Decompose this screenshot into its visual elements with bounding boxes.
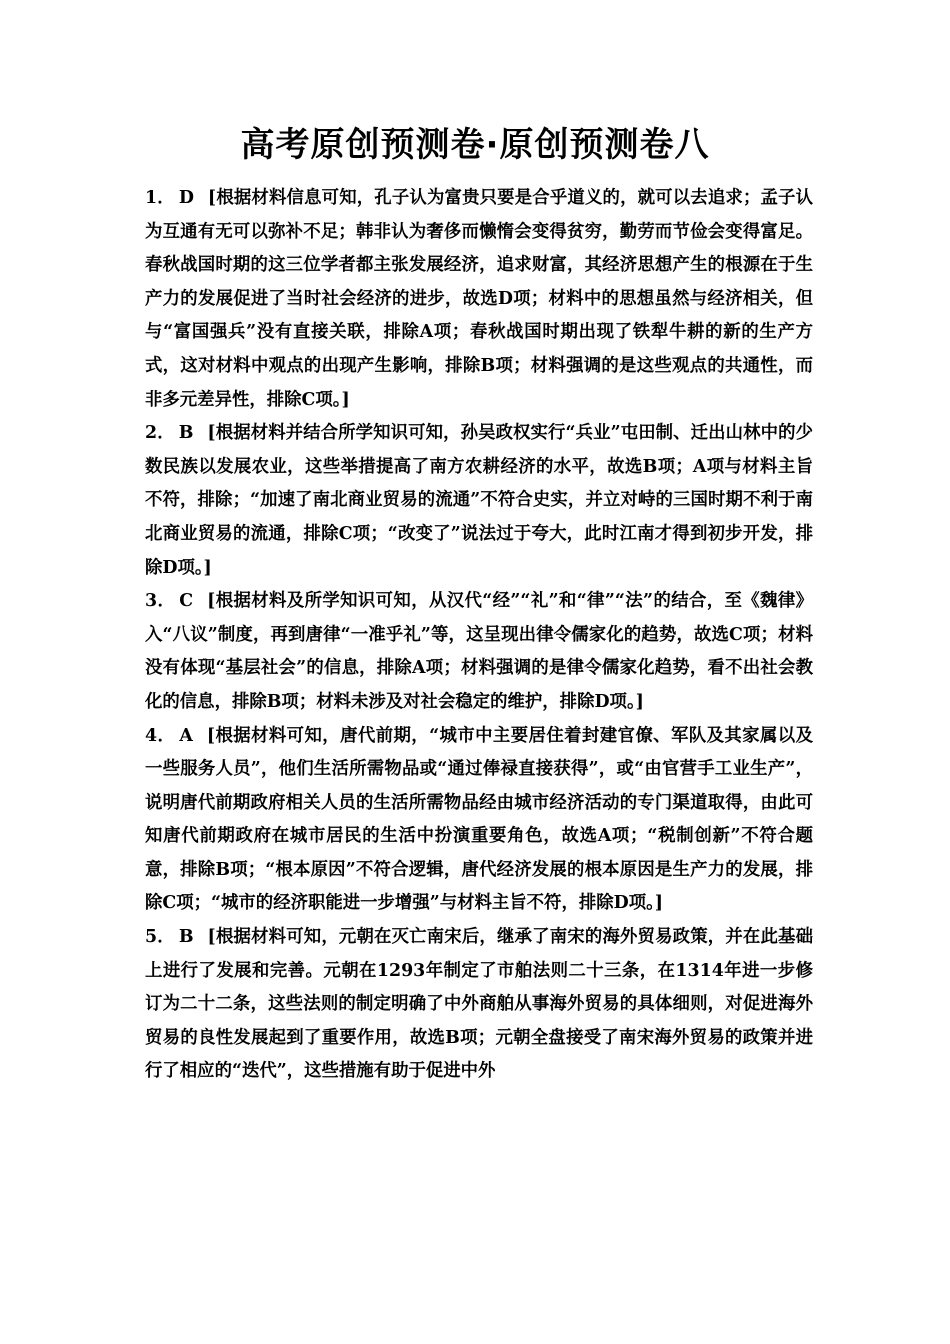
answer-explanation: [根据材料并结合所学知识可知，孙吴政权实行“兵业”屯田制、迁出山林中的少数民族以发展农业，这些举措提高了南方农耕经济的水平，故选B项；A项与材料主旨不符，排除；“加速了南北商业贸易的流通”不符合史实，并立对峙的三国时期不利于南北商业贸易的流通，排除C项；“改变了”说法过于夸大，此时江南才得到初步开发，排除D项。] bbox=[145, 423, 813, 578]
answer-number: 1． bbox=[145, 188, 175, 208]
answer-choice: B bbox=[178, 927, 194, 948]
page-title: 高考原创预测卷·原创预测卷八 bbox=[240, 125, 710, 165]
answer-explanation: [根据材料信息可知，孔子认为富贵只要是合乎道义的，就可以去追求；孟子认为互通有无可以弥补不足；韩非认为奢侈而懒惰会变得贫穷，勤劳而节俭会变得富足。春秋战国时期的这三位学者都主张发展经济，追求财富，其经济思想产生的根源在于生产力的发展促进了当时社会经济的进步，故选D项；材料中的思想虽然与经济相关，但与“富国强兵”没有直接关联，排除A项；春秋战国时期出现了铁犁牛耕的新的生产方式，这对材料中观点的出现产生影响，排除B项；材料强调的是这些观点的共通性，而非多元差异性，排除C项。] bbox=[145, 188, 813, 410]
answer-list bbox=[145, 182, 813, 1089]
answer-item-4 bbox=[145, 720, 813, 922]
answer-item-5 bbox=[145, 921, 813, 1089]
answer-choice: B bbox=[178, 423, 194, 444]
answer-number: 5． bbox=[145, 927, 175, 948]
answer-explanation: [根据材料可知，元朝在灭亡南宋后，继承了南宋的海外贸易政策，并在此基础上进行了发展和完善。元朝在1293年制定了市舶法则二十三条，在1314年进一步修订为二十二条，这些法则的制定明确了中外商舶从事海外贸易的具体细则，对促进海外贸易的良性发展起到了重要作用，故选B项；元朝全盘接受了南宋海外贸易的政策并进行了相应的“迭代”，这些措施有助于促进中外 bbox=[145, 927, 813, 1082]
answer-choice: C bbox=[179, 591, 194, 612]
answer-number: 3． bbox=[145, 591, 176, 612]
answer-item-3 bbox=[145, 585, 813, 719]
answer-number: 2． bbox=[145, 423, 175, 444]
answer-explanation: [根据材料可知，唐代前期，“城市中主要居住着封建官僚、军队及其家属以及一些服务人员”，他们生活所需物品或“通过俸禄直接获得”，或“由官营手工业生产”，说明唐代前期政府相关人员的生活所需物品经由城市经济活动的专门渠道取得，由此可知唐代前期政府在城市居民的生活中扮演重要角色，故选A项；“税制创新”不符合题意，排除B项；“根本原因”不符合逻辑，唐代经济发展的根本原因是生产力的发展，排除C项；“城市的经济职能进一步增强”与材料主旨不符，排除D项。] bbox=[145, 725, 813, 914]
answer-item-1 bbox=[145, 182, 813, 417]
answer-choice: D bbox=[178, 188, 194, 208]
answer-explanation: [根据材料及所学知识可知，从汉代“经”“礼”和“律”“法”的结合，至《魏律》入“八议”制度，再到唐律“一准乎礼”等，这呈现出律令儒家化的趋势，故选C项；材料没有体现“基层社会”的信息，排除A项；材料强调的是律令儒家化趋势，看不出社会教化的信息，排除B项；材料未涉及对社会稳定的维护，排除D项。] bbox=[145, 591, 813, 712]
answer-choice: A bbox=[179, 725, 193, 746]
answer-number: 4． bbox=[145, 725, 176, 746]
answer-item-2 bbox=[145, 417, 813, 585]
